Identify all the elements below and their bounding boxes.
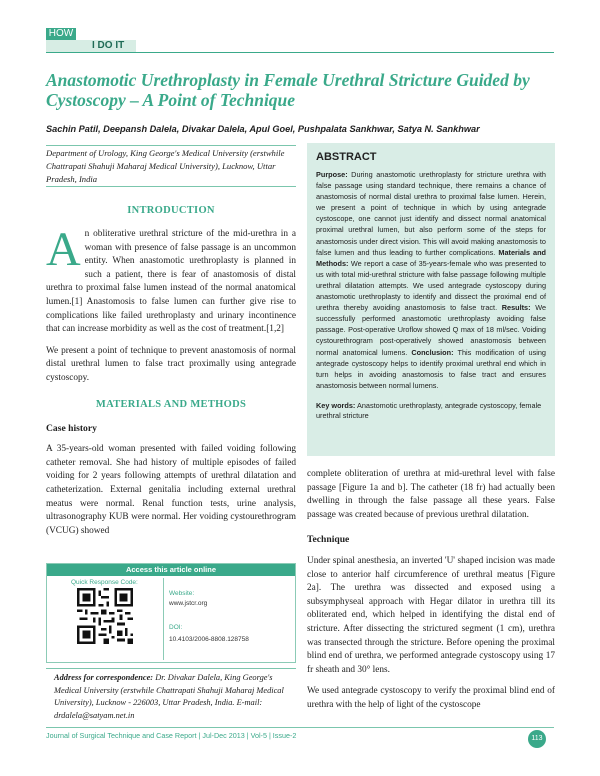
case-history-heading: Case history [46,422,97,434]
header-divider [46,52,554,53]
website-label: Website: [169,590,195,597]
introduction-paragraph-2: We present a point of technique to prevent anastomosis of normal distal urethral lumen to false tract proximally using antegrade cystoscopy. [46,345,296,383]
footer-rule [46,727,554,728]
author-list: Sachin Patil, Deepansh Dalela, Divakar Dalela, Apul Goel, Pushpalata Sankhwar, Satya N. Sankhwar [46,124,480,134]
affiliation-bottom-rule [46,186,296,187]
access-article-box [46,563,296,663]
correspondence-block [54,672,296,722]
purpose-label: Purpose: [316,170,348,179]
purpose-text: During anastomotic urethroplasty for stricture urethra with false passage using standard technique, there remains a chance of anastomosis of normal distal urethra to proximal false lumen. Herein, we present a point of technique in which by using antegrade cystoscope, one cannot just identify and dissect normal anatomical proximal urethral lumen, but also perform some of the steps for anastomosis under direct vision. This will avoid making anastomosis to false lumen and thus leading to further complications. [316,170,546,257]
right-column [307,468,555,713]
journal-footer: Journal of Surgical Technique and Case Report | Jul-Dec 2013 | Vol-5 | Issue-2 [46,731,297,740]
keywords-label: Key words: [316,400,356,410]
introduction-section [46,205,296,538]
conclusion-label: Conclusion: [411,347,454,357]
section-subtab: I DO IT [46,40,136,52]
qr-code[interactable] [77,588,133,644]
introduction-heading: INTRODUCTION [127,205,215,216]
introduction-paragraph-1 [46,223,296,337]
abstract-box [307,143,555,456]
affiliation-top-rule [46,145,296,146]
access-divider [163,578,164,660]
section-tab: HOW [46,28,76,40]
technique-heading: Technique [307,534,350,546]
affiliation: Department of Urology, King George's Medical University (erstwhile Chattrapati Shahuji Maharaj Medical University), Lucknow, Uttar Pradesh, India [46,148,285,184]
access-heading: Access this article online [47,564,295,576]
doi-value[interactable]: 10.4103/2006-8808.128758 [169,636,249,643]
technique-paragraph-2: We used antegrade cystoscopy to verify the proximal blind end of urethra with the help of light of the cystoscope [307,686,555,710]
methods-label: Materials and Methods: [316,247,547,268]
results-label: Results: [501,303,531,313]
case-history-continued: complete obliteration of urethra at mid-urethral level with false passage [Figure 1a and b]. The catheter (18 fr) had actually been dwelling in through the false passage all these years. False passage was created because of previous urethral dilatation. [307,469,555,520]
results-text: We successfully performed anastomotic urethroplasty avoiding false passage. Post-operative Uroflow showed Q max of 18 ml/sec. Voiding cystourethrogram post-operatively showed anastomosis between normal anatomical lumens. [316,303,547,357]
article-title: Anastomotic Urethroplasty in Female Urethral Stricture Guided by Cystoscopy – A Point of Technique [46,70,530,110]
abstract-heading: ABSTRACT [316,151,377,163]
correspondence-rule [46,668,296,669]
keywords [316,401,546,421]
methods-text: We report a case of 35-years-female who was presented to us with total mid-urethral stricture with false passage following multiple urethral dilatation attempts. We used antegrade cystoscopy during anastomotic urethroplasty to identify and dissect the proximal end of urethra thereby avoiding anastomosis to false tract. [316,258,546,313]
website-link[interactable]: www.jstcr.org [169,600,208,607]
methods-heading: MATERIALS AND METHODS [95,398,247,410]
abstract-text [316,169,546,391]
technique-paragraph-1: Under spinal anesthesia, an inverted 'U' shaped incision was made close to anterior half circumference of urethral meatus [Figure 2a]. The urethra was dissected and exposed using a subsymphyseal approach with Hegar dilator in urethra till its obliterated end, which helped in identifying the distal end of stricture. After dissecting the strictured segment (1 cm), urethra was transected through the stricture. Before opening the proximal blind end of urethra, we performed antegrade cystoscopy using 17 fr sheath and 30° lens. [307,555,555,675]
qr-code-label: Quick Response Code: [71,579,138,586]
keywords-text: Anastomotic urethroplasty, antegrade cystoscopy, female urethral stricture [316,400,542,420]
page-number: 113 [528,730,546,748]
introduction-text-1: n obliterative urethral stricture of the mid-urethra in a woman with presence of false passage is an uncommon entity. When anastomotic urethroplasty is planned in such a patient, there is fear of anastomosis of distal urethra to proximal false lumen instead of the normal anatomical lumen.[1] Anastomosis to false lumen can further give rise to complications like failed urethroplasty and urinary incontinence that can increase morbidity as well as the cost of treatment.[1,2] [46,229,296,335]
correspondence-label: Address for correspondence: [54,673,154,682]
drop-cap: A [46,223,81,276]
doi-label: DOI: [169,624,183,631]
conclusion-text: This modification of using antegrade cystoscopy helps to identify proximal urethral end which in turn helps in avoiding anastomosis to false tract and ensures anastomosis between normal lumens. [316,347,546,390]
case-history-paragraph: A 35-years-old woman presented with failed voiding following catheter removal. She had history of multiple episodes of failed voiding for 2 years following attempts of urethral dilatation and catheterization. External genitalia including external urethral meatus were normal. Renal function tests, urine analysis, ultrasonography KUB were normal. Her voiding cystourethrogram (VCUG) showed [46,444,296,536]
correspondence-text: Dr. Divakar Dalela, King George's Medical University (erstwhile Chattrapati Shahuji Maharaj Medical University), Lucknow - 226003, Uttar Pradesh, India. E-mail: drdalela@satyam.net.in [54,673,284,720]
